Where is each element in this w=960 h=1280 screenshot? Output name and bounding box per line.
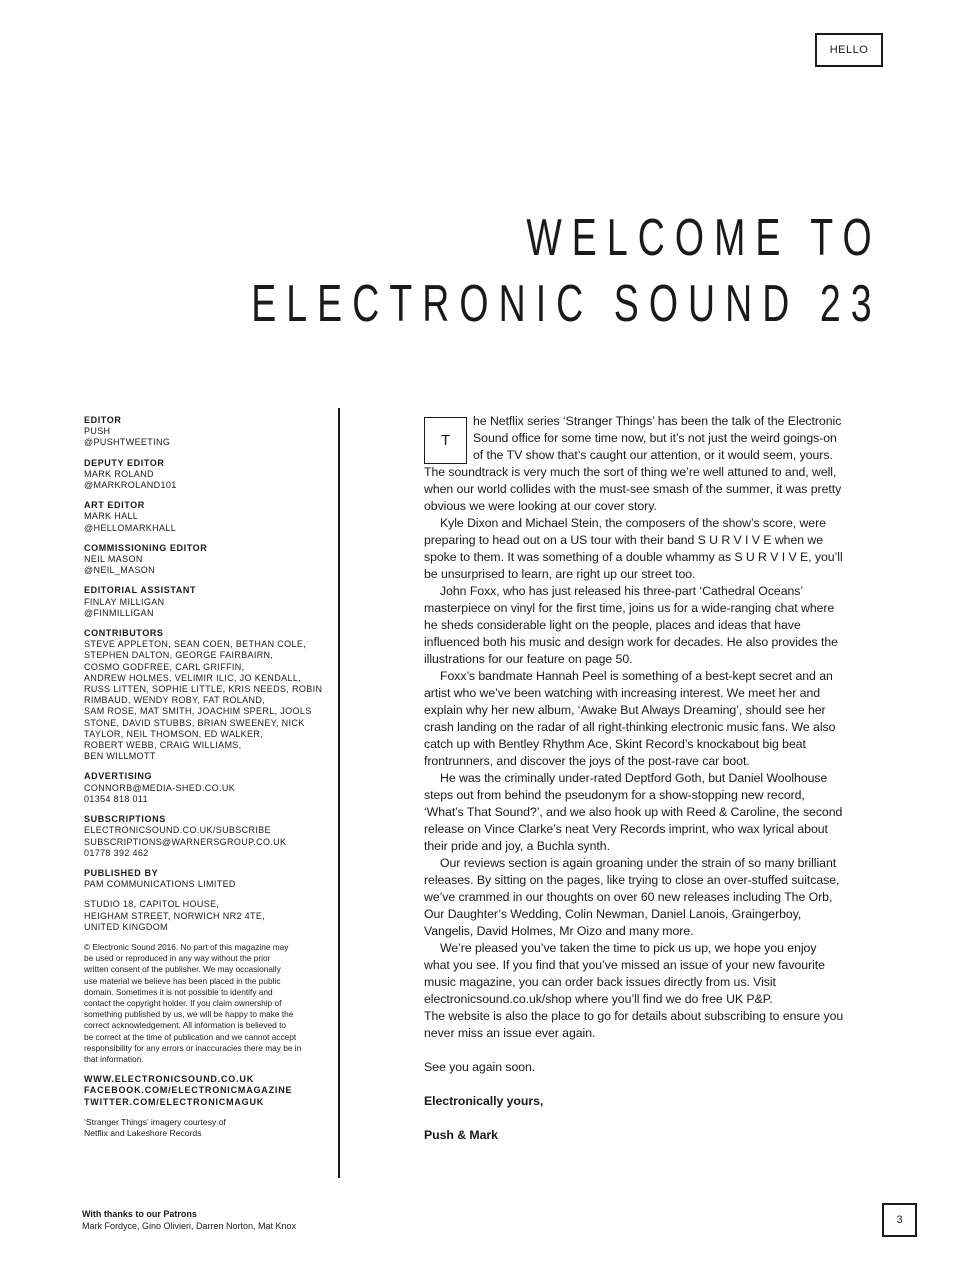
masthead-role: PUBLISHED BY <box>84 867 159 878</box>
patrons-credit <box>82 1209 296 1232</box>
article-paragraph: He was the criminally under-rated Deptford Goth, but Daniel Woolhouse steps out from behind the pseudonym for a show-stopping new record, ‘What’s That Sound?’, and we also hook up with Reed & Caroline, the second release on Vince Clarke’s neat Very Records imprint, who wax lyrical about their pride and joy, a Buchla synth. <box>424 771 843 853</box>
website-link[interactable]: WWW.ELECTRONICSOUND.CO.UK <box>84 1074 254 1085</box>
masthead-editor <box>84 415 329 449</box>
article-paragraph: The website is also the place to go for details about subscribing to ensure you never miss an issue ever again. <box>424 1009 844 1040</box>
address-line: HEIGHAM STREET, NORWICH NR2 4TE, <box>84 910 266 921</box>
masthead-role: DEPUTY EDITOR <box>84 457 165 468</box>
web-links <box>84 1074 329 1108</box>
masthead-line: STEVE APPLETON, SEAN COEN, BETHAN COLE, <box>84 639 307 650</box>
address-line: UNITED KINGDOM <box>84 921 168 932</box>
credit-line: ‘Stranger Things’ imagery courtesy of <box>84 1116 226 1127</box>
copyright-notice <box>84 942 329 1065</box>
legal-line: something published by us, we will be happy to make the <box>84 1009 294 1020</box>
masthead-published-by <box>84 868 329 890</box>
masthead-line: 01354 818 011 <box>84 793 148 804</box>
masthead-line: @HELLOMARKHALL <box>84 522 177 533</box>
masthead-line: ROBERT WEBB, CRAIG WILLIAMS, <box>84 740 242 751</box>
masthead-line: @FINMILLIGAN <box>84 607 154 618</box>
masthead-line: STONE, DAVID STUBBS, BRIAN SWEENEY, NICK <box>84 717 305 728</box>
credit-line: Netflix and Lakeshore Records <box>84 1127 202 1138</box>
masthead-line: PAM COMMUNICATIONS LIMITED <box>84 879 236 890</box>
legal-line: be used or reproduced in any way without the prior <box>84 953 271 964</box>
masthead-deputy-editor <box>84 458 329 492</box>
masthead-address <box>84 899 329 933</box>
column-divider <box>338 408 340 1178</box>
masthead-role: CONTRIBUTORS <box>84 628 164 639</box>
legal-line: use material we believe has been placed in the public <box>84 975 281 986</box>
legal-line: be correct at the time of publication and we cannot accept <box>84 1031 297 1042</box>
image-credit <box>84 1117 329 1139</box>
masthead-line: @PUSHTWEETING <box>84 437 171 448</box>
masthead-line: STEPHEN DALTON, GEORGE FAIRBAIRN, <box>84 650 274 661</box>
article-closing: See you again soon. <box>424 1060 536 1074</box>
masthead-line: COSMO GODFREE, CARL GRIFFIN, <box>84 661 245 672</box>
article-paragraph: he Netflix series ‘Stranger Things’ has been the talk of the Electronic Sound office for some time now, but it’s not just the weird goings-on of the TV show that’s caught our attention, or it would seem, yours. The soundtrack is very much the sort of thing we’re well attuned to and, well, when our world collides with the must-see smash of the summer, it was pretty obvious we were looking at our cover story. <box>424 414 842 513</box>
facebook-link[interactable]: FACEBOOK.COM/ELECTRONICMAGAZINE <box>84 1085 293 1096</box>
masthead-line: ELECTRONICSOUND.CO.UK/SUBSCRIBE <box>84 825 271 836</box>
masthead-art-editor <box>84 500 329 534</box>
legal-line: written consent of the publisher. We may occasionally <box>84 964 281 975</box>
masthead-line: RUSS LITTEN, SOPHIE LITTLE, KRIS NEEDS, ROBIN <box>84 684 323 695</box>
masthead-line: @MARKROLAND101 <box>84 480 177 491</box>
masthead-line: MARK HALL <box>84 511 139 522</box>
masthead-line: FINLAY MILLIGAN <box>84 596 165 607</box>
page-number: 3 <box>882 1203 917 1237</box>
legal-line: domain. Sometimes it is not possible to identify and <box>84 986 273 997</box>
masthead-role: ADVERTISING <box>84 771 153 782</box>
address-line: STUDIO 18, CAPITOL HOUSE, <box>84 899 220 910</box>
article-signoff: Electronically yours, <box>424 1094 544 1108</box>
masthead-line: MARK ROLAND <box>84 468 154 479</box>
title-line-2: ELECTRONIC SOUND 23 <box>251 275 882 333</box>
masthead-editorial-assistant <box>84 585 329 619</box>
masthead-line: BEN WILLMOTT <box>84 751 156 762</box>
legal-line: correct acknowledgement. All information is believed to <box>84 1020 286 1031</box>
masthead-line: NEIL MASON <box>84 554 143 565</box>
masthead-column <box>84 415 329 1139</box>
drop-cap: T <box>424 417 467 464</box>
article-paragraph: Foxx’s bandmate Hannah Peel is something of a best-kept secret and an artist who we’ve been watching with increasing interest. We meet her and explain why her new album, ‘Awake But Always Dreaming’, should see her crash landing on the radar of all right-thinking electronic music fans. We also catch up with Bentley Rhythm Ace, Skint Record’s knockabout big beat frontrunners, and discover the joys of the post-rave car boot. <box>424 669 836 768</box>
legal-line: © Electronic Sound 2016. No part of this magazine may <box>84 941 289 952</box>
article-paragraph: John Foxx, who has just released his three-part ‘Cathedral Oceans’ masterpiece on vinyl for the first time, joins us for a wide-ranging chat where he sheds considerable light on the people, places and ideas that have influenced both his music and design work for decades. He also provides the illustrations for our feature on page 50. <box>424 584 838 666</box>
article-signature: Push & Mark <box>424 1128 498 1142</box>
twitter-link[interactable]: TWITTER.COM/ELECTRONICMAGUK <box>84 1096 265 1107</box>
article-paragraph: Kyle Dixon and Michael Stein, the composers of the show’s score, were preparing to head out on a US tour with their band S U R V I V E when we spoke to them. It was something of a double whammy as S U R V I V E, you’ll be unsurprised to learn, are right up our street too. <box>424 516 843 581</box>
masthead-line: SAM ROSE, MAT SMITH, JOACHIM SPERL, JOOLS <box>84 706 312 717</box>
masthead-line: PUSH <box>84 426 111 437</box>
masthead-line: CONNORB@MEDIA-SHED.CO.UK <box>84 782 236 793</box>
masthead-line: @NEIL_MASON <box>84 565 156 576</box>
masthead-role: COMMISSIONING EDITOR <box>84 542 208 553</box>
masthead-line: TAYLOR, NEIL THOMSON, ED WALKER, <box>84 728 264 739</box>
masthead-line: ANDREW HOLMES, VELIMIR ILIC, JO KENDALL, <box>84 672 302 683</box>
masthead-commissioning-editor <box>84 543 329 577</box>
section-tab-hello: HELLO <box>815 33 883 67</box>
masthead-role: EDITOR <box>84 415 122 425</box>
masthead-line: 01778 392 462 <box>84 847 149 858</box>
masthead-line: RIMBAUD, WENDY ROBY, FAT ROLAND, <box>84 695 266 706</box>
masthead-contributors <box>84 628 329 762</box>
masthead-subscriptions <box>84 814 329 859</box>
legal-line: contact the copyright holder. If you claim ownership of <box>84 997 282 1008</box>
masthead-role: EDITORIAL ASSISTANT <box>84 585 197 596</box>
masthead-advertising <box>84 771 329 805</box>
masthead-role: SUBSCRIPTIONS <box>84 814 166 825</box>
article-paragraph: Our reviews section is again groaning under the strain of so many brilliant releases. By sitting on the pages, like trying to close an over-stuffed suitcase, we’ve crammed in our thoughts on over 60 new releases including The Orb, Our Daughter’s Wedding, Colin Newman, Daniel Lanois, Graingerboy, Vangelis, David Holmes, Mr Oizo and many more. <box>424 856 840 938</box>
article-paragraph: We’re pleased you’ve taken the time to pick us up, we hope you enjoy what you see. If you find that you’ve missed an issue of your new favourite music magazine, you can order back issues directly from us. Visit electronicsound.co.uk/shop where you’ll find we do free UK P&P. <box>424 941 825 1006</box>
editorial-article <box>424 413 844 1144</box>
patrons-heading: With thanks to our Patrons <box>82 1209 197 1219</box>
page-title <box>252 205 882 337</box>
patrons-names: Mark Fordyce, Gino Olivieri, Darren Norton, Mat Knox <box>82 1220 297 1231</box>
legal-line: responsibility for any errors or inaccuracies there may be in <box>84 1042 302 1053</box>
title-line-1: WELCOME TO <box>526 209 882 267</box>
masthead-line: SUBSCRIPTIONS@WARNERSGROUP.CO.UK <box>84 836 287 847</box>
legal-line: that information. <box>84 1053 144 1064</box>
masthead-role: ART EDITOR <box>84 500 145 511</box>
